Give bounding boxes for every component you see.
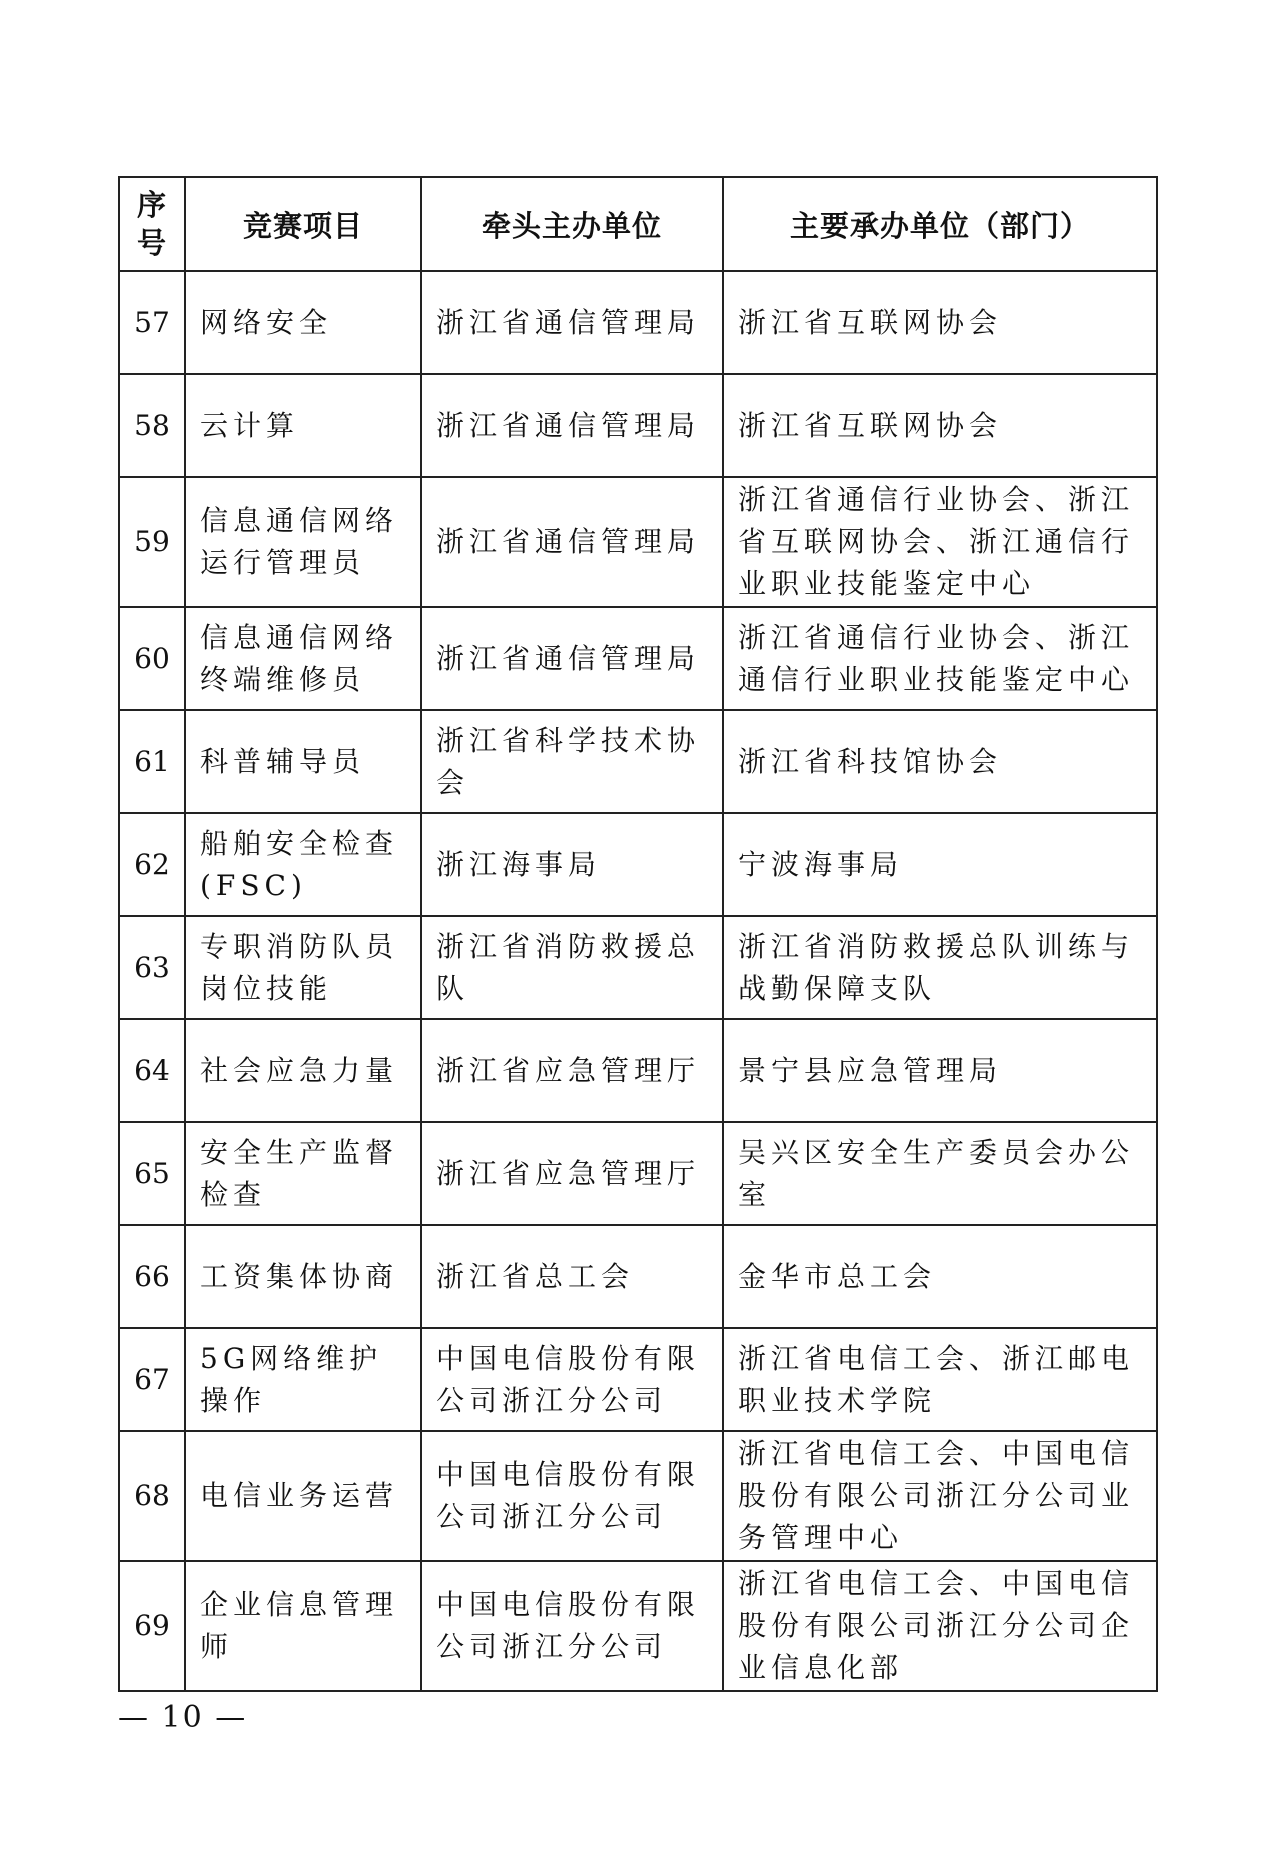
row-lead: 浙江省应急管理厅	[421, 1122, 723, 1225]
table-row	[119, 1328, 1157, 1431]
row-item: 信息通信网络终端维修员	[185, 607, 421, 710]
row-number: 65	[119, 1122, 185, 1225]
table-row	[119, 813, 1157, 916]
row-number: 61	[119, 710, 185, 813]
row-lead: 中国电信股份有限公司浙江分公司	[421, 1561, 723, 1691]
row-item: 5G网络维护操作	[185, 1328, 421, 1431]
row-lead: 浙江省科学技术协会	[421, 710, 723, 813]
row-number: 58	[119, 374, 185, 477]
row-number: 63	[119, 916, 185, 1019]
row-item: 专职消防队员岗位技能	[185, 916, 421, 1019]
table-row	[119, 477, 1157, 607]
page-number: — 10 —	[118, 1700, 248, 1735]
row-number: 59	[119, 477, 185, 607]
row-item: 船舶安全检查(FSC)	[185, 813, 421, 916]
row-lead: 浙江省消防救援总队	[421, 916, 723, 1019]
table-row	[119, 1431, 1157, 1561]
row-number: 57	[119, 271, 185, 374]
row-lead: 浙江省通信管理局	[421, 477, 723, 607]
competition-table-container	[118, 176, 1156, 1692]
row-item: 工资集体协商	[185, 1225, 421, 1328]
row-lead: 浙江省通信管理局	[421, 271, 723, 374]
row-item: 网络安全	[185, 271, 421, 374]
table-row	[119, 1122, 1157, 1225]
table-row	[119, 374, 1157, 477]
table-header-row	[119, 177, 1157, 271]
table-row	[119, 607, 1157, 710]
table-row	[119, 1225, 1157, 1328]
row-host: 景宁县应急管理局	[723, 1019, 1157, 1122]
row-lead: 浙江省通信管理局	[421, 607, 723, 710]
row-host: 浙江省互联网协会	[723, 271, 1157, 374]
table-row	[119, 916, 1157, 1019]
row-item: 社会应急力量	[185, 1019, 421, 1122]
row-number: 67	[119, 1328, 185, 1431]
row-host: 浙江省通信行业协会、浙江省互联网协会、浙江通信行业职业技能鉴定中心	[723, 477, 1157, 607]
row-lead: 浙江省总工会	[421, 1225, 723, 1328]
row-number: 64	[119, 1019, 185, 1122]
row-host: 浙江省消防救援总队训练与战勤保障支队	[723, 916, 1157, 1019]
table-row	[119, 1019, 1157, 1122]
row-item: 云计算	[185, 374, 421, 477]
header-competition-item: 竞赛项目	[185, 177, 421, 271]
row-number: 60	[119, 607, 185, 710]
row-host: 宁波海事局	[723, 813, 1157, 916]
row-host: 浙江省电信工会、浙江邮电职业技术学院	[723, 1328, 1157, 1431]
table-row	[119, 271, 1157, 374]
row-item: 安全生产监督检查	[185, 1122, 421, 1225]
row-lead: 浙江省应急管理厅	[421, 1019, 723, 1122]
row-host: 浙江省互联网协会	[723, 374, 1157, 477]
header-serial-number: 序号	[119, 177, 185, 271]
row-item: 信息通信网络运行管理员	[185, 477, 421, 607]
row-item: 科普辅导员	[185, 710, 421, 813]
row-lead: 中国电信股份有限公司浙江分公司	[421, 1328, 723, 1431]
header-lead-organizer: 牵头主办单位	[421, 177, 723, 271]
row-host: 浙江省电信工会、中国电信股份有限公司浙江分公司业务管理中心	[723, 1431, 1157, 1561]
row-number: 66	[119, 1225, 185, 1328]
row-lead: 中国电信股份有限公司浙江分公司	[421, 1431, 723, 1561]
table-row	[119, 1561, 1157, 1691]
row-number: 62	[119, 813, 185, 916]
table-row	[119, 710, 1157, 813]
row-lead: 浙江省通信管理局	[421, 374, 723, 477]
row-host: 浙江省电信工会、中国电信股份有限公司浙江分公司企业信息化部	[723, 1561, 1157, 1691]
row-lead: 浙江海事局	[421, 813, 723, 916]
row-host: 浙江省通信行业协会、浙江通信行业职业技能鉴定中心	[723, 607, 1157, 710]
competition-table	[118, 176, 1158, 1692]
row-host: 金华市总工会	[723, 1225, 1157, 1328]
row-number: 69	[119, 1561, 185, 1691]
row-host: 浙江省科技馆协会	[723, 710, 1157, 813]
row-item: 企业信息管理师	[185, 1561, 421, 1691]
row-number: 68	[119, 1431, 185, 1561]
header-main-host: 主要承办单位（部门）	[723, 177, 1157, 271]
row-host: 吴兴区安全生产委员会办公室	[723, 1122, 1157, 1225]
row-item: 电信业务运营	[185, 1431, 421, 1561]
